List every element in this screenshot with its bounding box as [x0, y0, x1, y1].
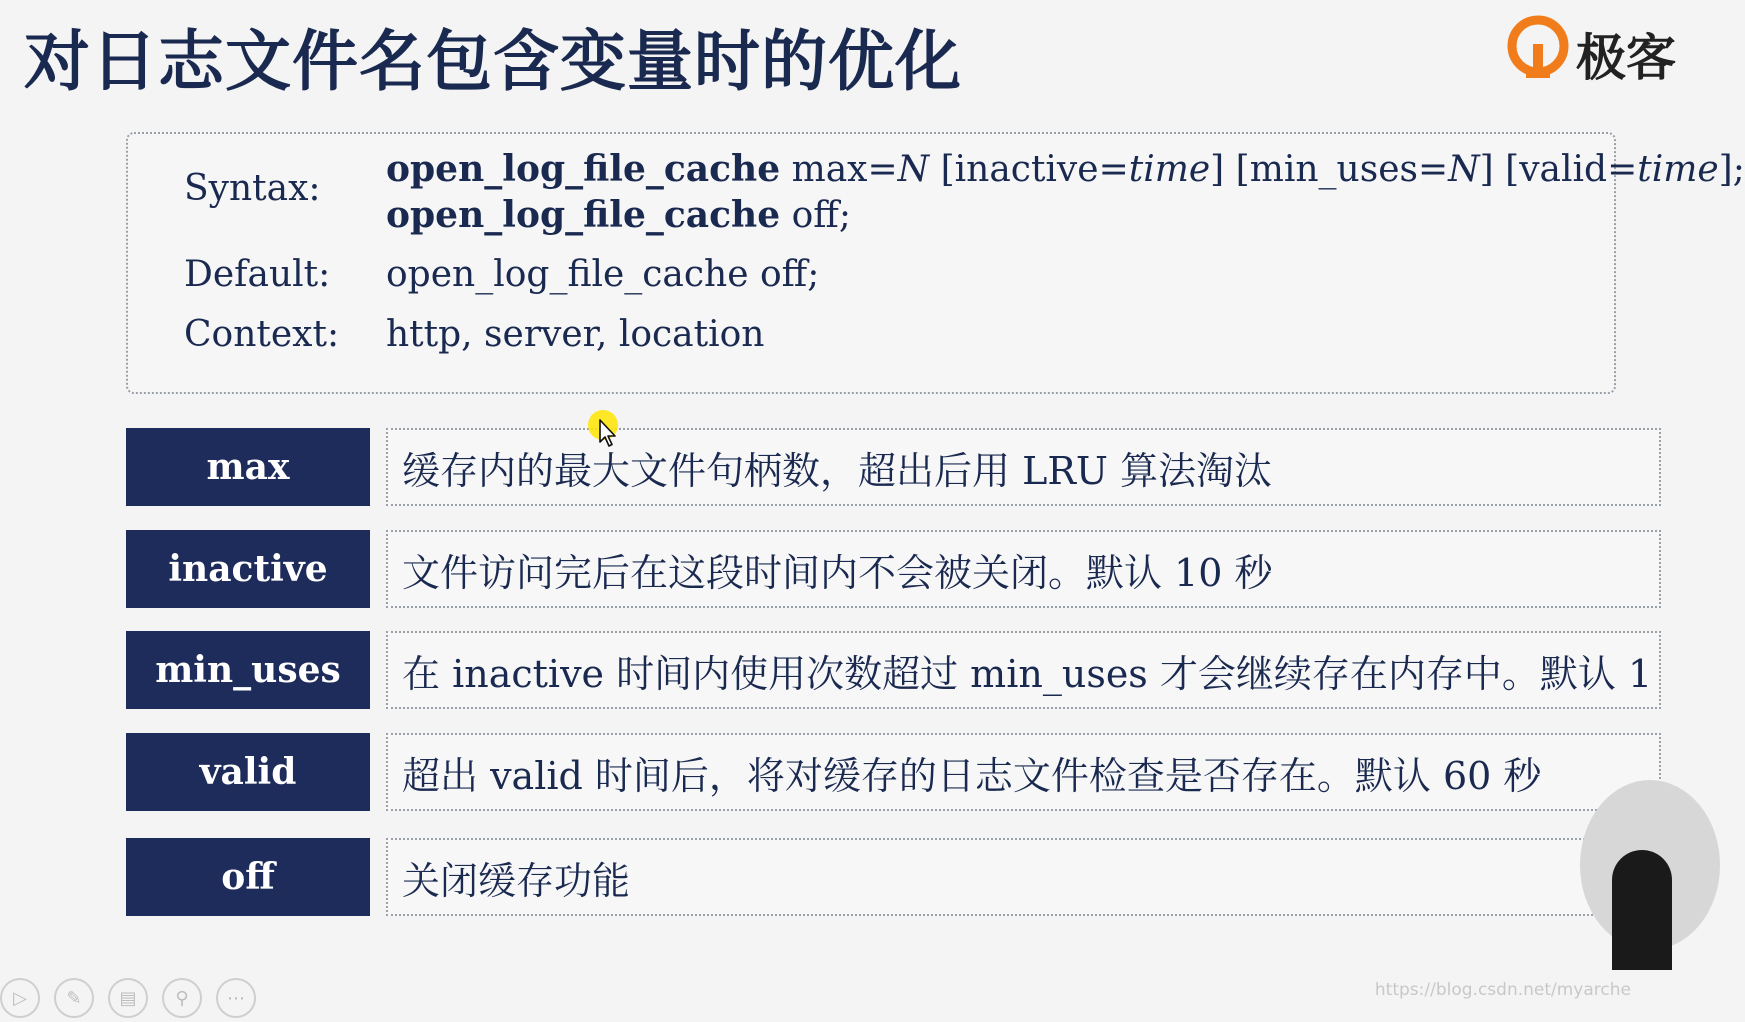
default-value: open_log_file_cache off;	[386, 254, 820, 295]
param-key: max	[126, 428, 370, 506]
context-value: http, server, location	[386, 314, 765, 355]
syntax-arg: time	[1637, 149, 1719, 190]
syntax-line-1	[386, 148, 1745, 190]
zoom-icon[interactable]: ⚲	[162, 978, 202, 1018]
play-icon[interactable]: ▷	[0, 978, 40, 1018]
syntax-text: ] [min_uses=	[1210, 149, 1449, 190]
param-desc: 关闭缓存功能	[386, 838, 1661, 916]
logo-text: 极客	[1576, 29, 1676, 87]
geekbang-logo-icon	[1508, 16, 1568, 80]
param-row-min-uses	[126, 631, 1653, 709]
watermark-url: https://blog.csdn.net/myarche	[1374, 980, 1631, 1000]
param-desc: 文件访问完后在这段时间内不会被关闭。默认 10 秒	[386, 530, 1661, 608]
presenter-video-overlay	[1580, 780, 1720, 950]
syntax-text: off;	[780, 195, 851, 236]
param-desc: 在 inactive 时间内使用次数超过 min_uses 才会继续存在内存中。默认 1	[386, 631, 1661, 709]
brand-logo	[1508, 12, 1676, 87]
syntax-line-2	[386, 194, 851, 236]
param-desc: 缓存内的最大文件句柄数，超出后用 LRU 算法淘汰	[386, 428, 1661, 506]
syntax-text: [inactive=	[929, 149, 1129, 190]
syntax-text: ] [valid=	[1479, 149, 1638, 190]
slides-icon[interactable]: ▤	[108, 978, 148, 1018]
param-desc: 超出 valid 时间后，将对缓存的日志文件检查是否存在。默认 60 秒	[386, 733, 1661, 811]
context-label: Context:	[184, 314, 340, 355]
param-row-inactive	[126, 530, 1641, 608]
pen-icon[interactable]: ✎	[54, 978, 94, 1018]
param-key: off	[126, 838, 370, 916]
param-key: valid	[126, 733, 370, 811]
directive-name: open_log_file_cache	[386, 148, 781, 190]
presenter-figure	[1612, 850, 1672, 970]
param-key: min_uses	[126, 631, 370, 709]
syntax-arg: time	[1128, 149, 1211, 190]
more-icon[interactable]: ⋯	[216, 978, 256, 1018]
param-row-off	[126, 838, 1641, 916]
mouse-pointer-icon	[598, 418, 620, 448]
directive-name: open_log_file_cache	[386, 194, 781, 236]
syntax-text: max=	[780, 149, 898, 190]
slide-title: 对日志文件名包含变量时的优化	[24, 23, 962, 100]
param-row-max	[126, 428, 1641, 506]
slideshow-toolbar	[0, 978, 280, 1022]
syntax-label: Syntax:	[184, 168, 321, 209]
default-label: Default:	[184, 254, 331, 295]
param-key: inactive	[126, 530, 370, 608]
syntax-text: ];	[1718, 149, 1745, 190]
syntax-box	[126, 132, 1745, 394]
syntax-arg: N	[1448, 149, 1480, 190]
param-row-valid	[126, 733, 1641, 811]
syntax-arg: N	[897, 149, 930, 190]
